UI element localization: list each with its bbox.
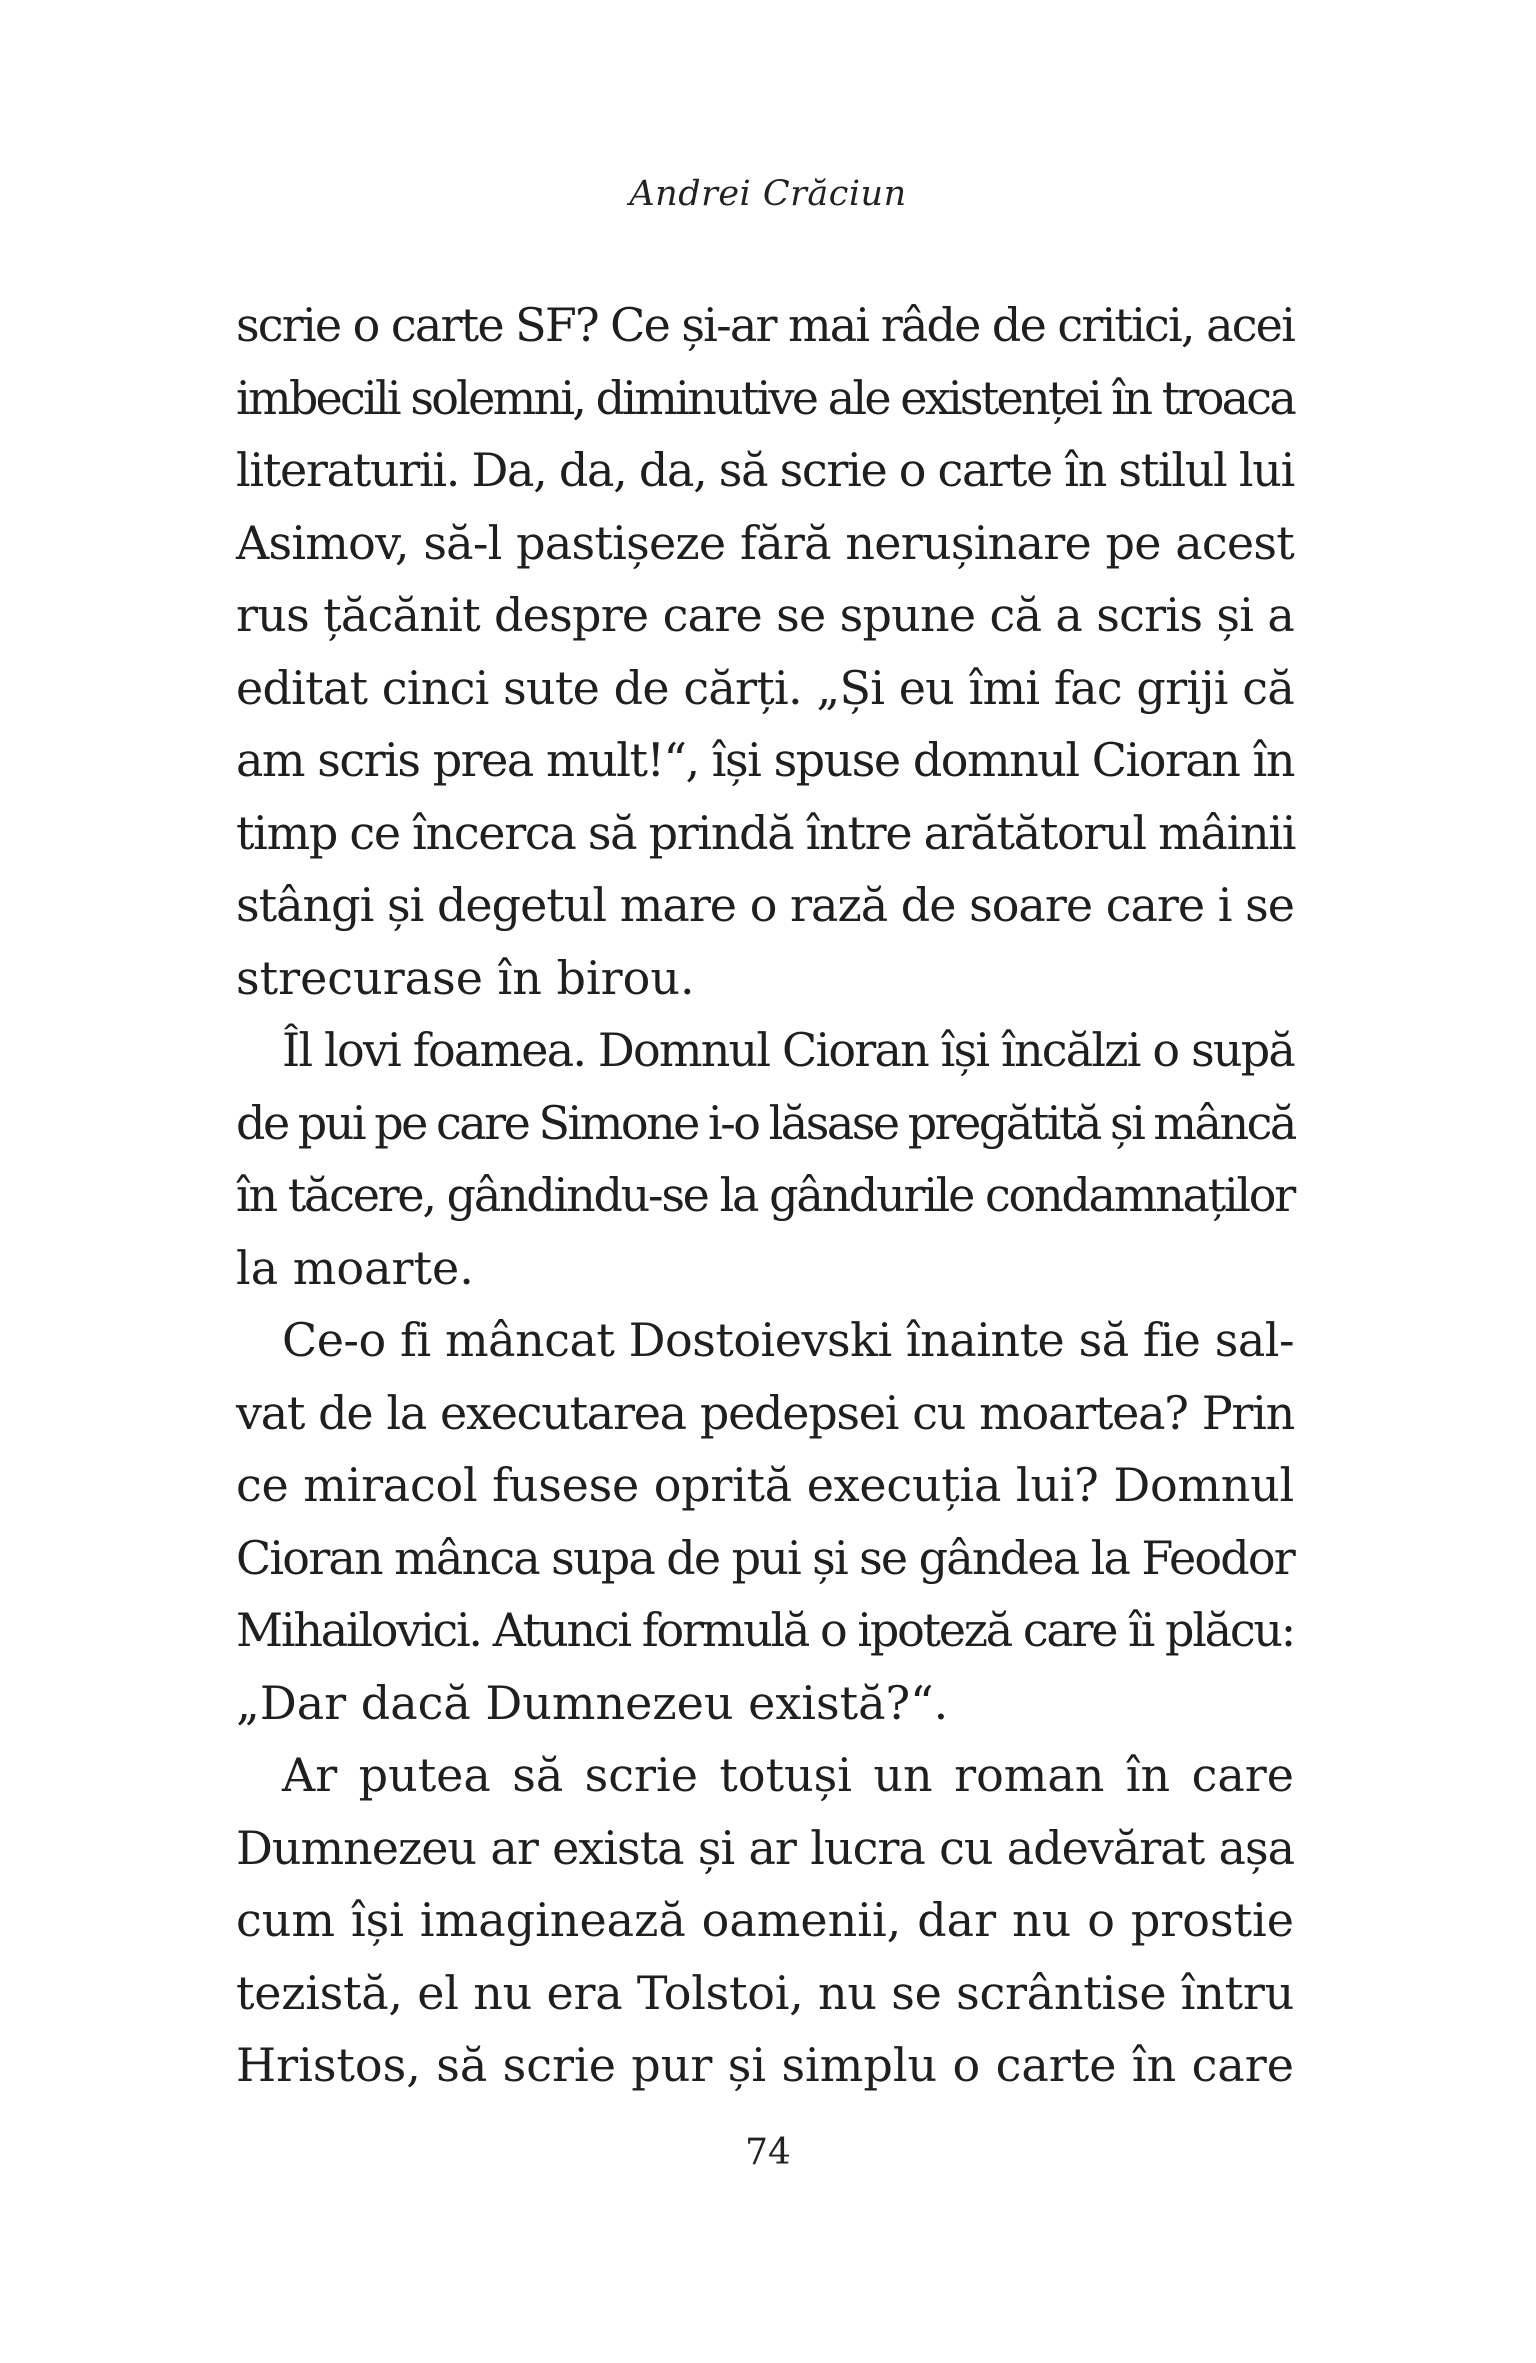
text-line: imbecili solemni, diminutive ale existenței în troaca: [236, 370, 1294, 425]
text-line: stângi și degetul mare o rază de soare care i se: [236, 878, 1294, 932]
text-line: literaturii. Da, da, da, să scrie o carte în stilul lui: [236, 443, 1294, 497]
text-line: rus țăcănit despre care se spune că a scris și a: [236, 588, 1294, 642]
text-line: tezistă, el nu era Tolstoi, nu se scrântise întru: [236, 1965, 1294, 2020]
text-line: editat cinci sute de cărți. „Și eu îmi fac griji că: [236, 660, 1294, 715]
text-line: în tăcere, gândindu-se la gândurile condamnaților: [236, 1168, 1294, 1222]
text-line: Cioran mânca supa de pui și se gândea la Feodor: [236, 1530, 1294, 1585]
text-line: Asimov, să-l pastișeze fără nerușinare pe acest: [236, 515, 1294, 570]
running-head-author: Andrei Crăciun: [629, 174, 907, 214]
page-number: 74: [745, 2132, 791, 2173]
body-text: [236, 289, 1294, 2102]
text-line: Dumnezeu ar exista și ar lucra cu adevărat așa: [236, 1820, 1294, 1875]
text-line: la moarte.: [236, 1240, 474, 1295]
text-line: vat de la executarea pedepsei cu moartea? Prin: [236, 1385, 1294, 1440]
text-line: Îl lovi foamea. Domnul Cioran își încălzi o supă: [282, 1023, 1294, 1077]
text-line: scrie o carte SF? Ce și-ar mai râde de critici, acei: [236, 298, 1294, 352]
text-line: am scris prea mult!“, își spuse domnul Cioran în: [236, 733, 1294, 787]
text-line: Mihailovici. Atunci formulă o ipoteză care îi plăcu:: [236, 1603, 1294, 1657]
text-line: Ce-o fi mâncat Dostoievski înainte să fie sal-: [282, 1313, 1294, 1367]
text-line: Hristos, să scrie pur și simplu o carte în care: [236, 2038, 1294, 2092]
text-line: cum își imaginează oamenii, dar nu o prostie: [236, 1893, 1294, 1947]
text-line: timp ce încerca să prindă între arătătorul mâinii: [236, 805, 1296, 860]
text-line: strecurase în birou.: [236, 950, 695, 1005]
text-line: „Dar dacă Dumnezeu există?“.: [236, 1675, 949, 1730]
text-line: de pui pe care Simone i-o lăsase pregătită și mâncă: [236, 1095, 1295, 1150]
text-line: Ar putea să scrie totuși un roman în care: [282, 1748, 1294, 1802]
text-line: ce miracol fusese oprită execuția lui? Domnul: [236, 1458, 1294, 1512]
